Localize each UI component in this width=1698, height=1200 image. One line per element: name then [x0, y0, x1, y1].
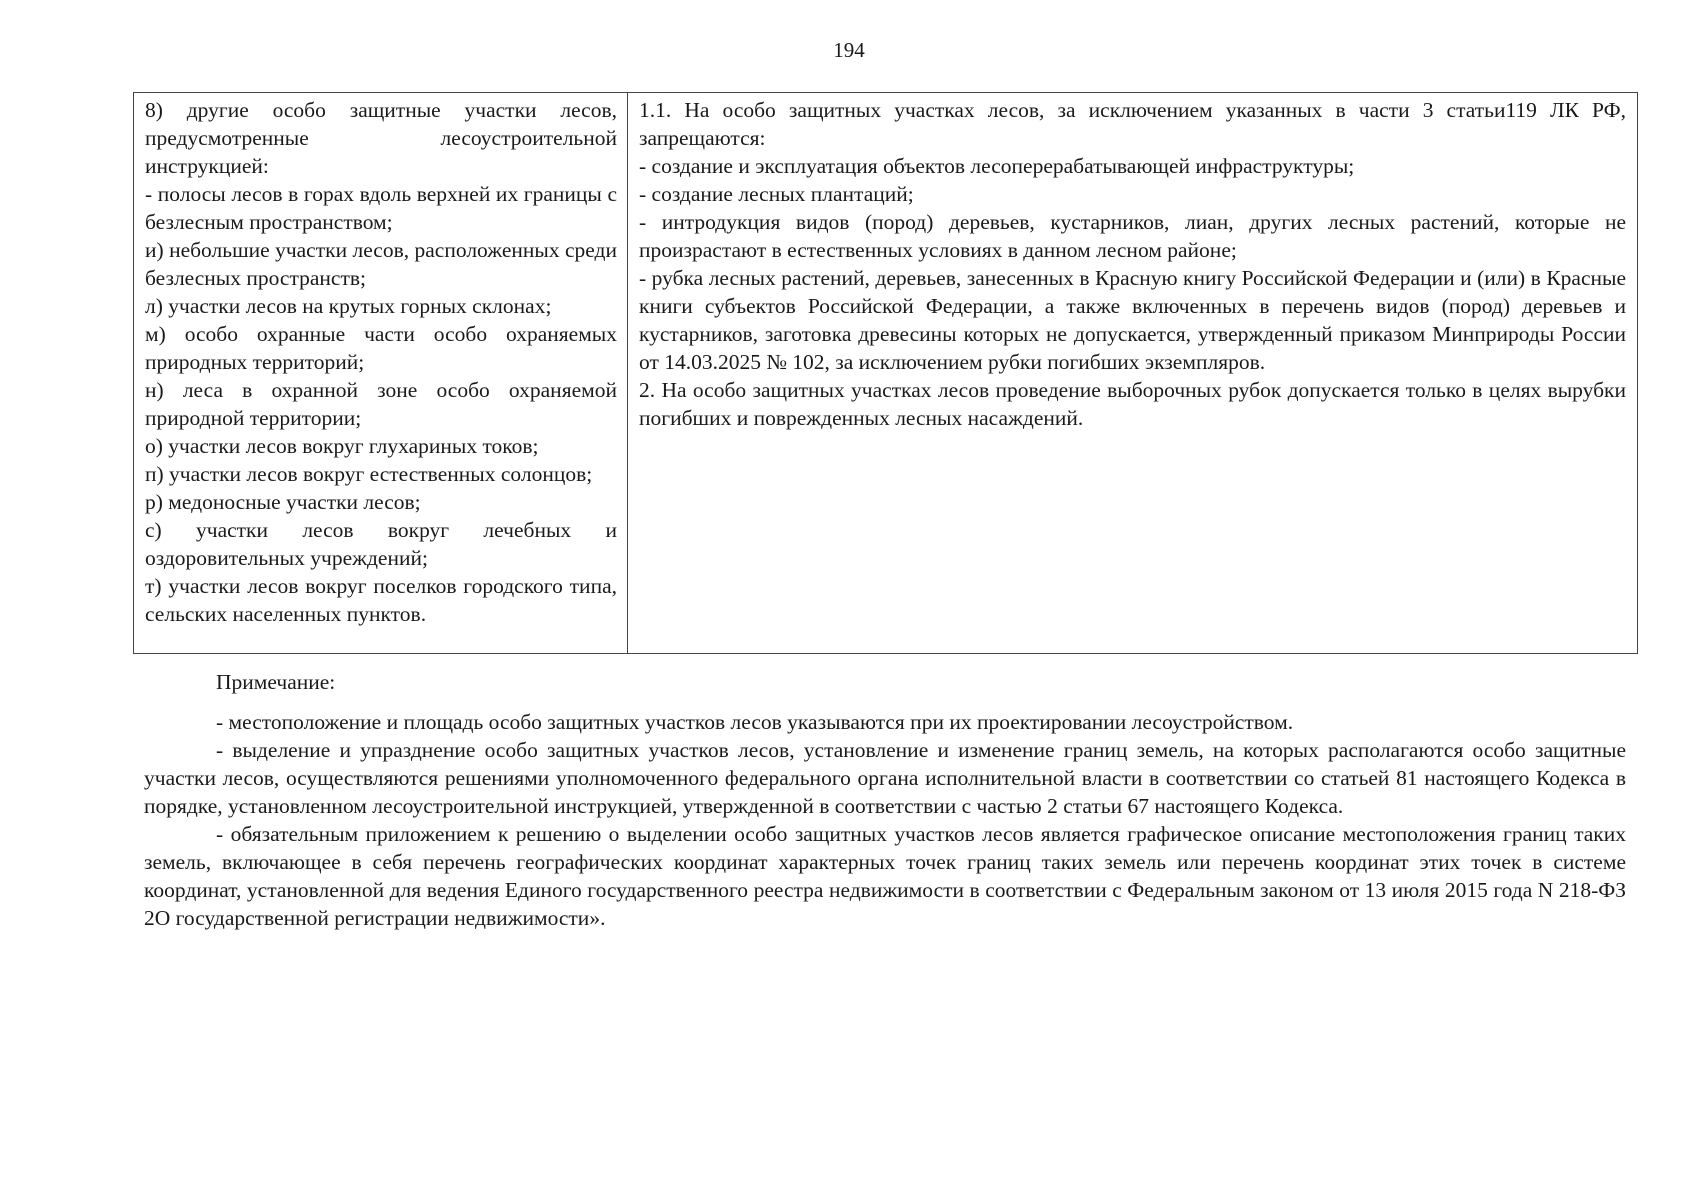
- note-title: Примечание:: [216, 670, 336, 694]
- list-item: - полосы лесов в горах вдоль верхней их границы с безлесным пространством;: [145, 182, 617, 234]
- list-item: 1.1. На особо защитных участках лесов, за исключением указанных в части 3 статьи119 ЛК РФ, запрещаются:: [639, 98, 1626, 150]
- list-item: - создание лесных плантаций;: [639, 182, 914, 206]
- list-item: п) участки лесов вокруг естественных солонцов;: [145, 462, 593, 486]
- list-item: м) особо охранные части особо охраняемых природных территорий;: [145, 322, 617, 374]
- list-item: с) участки лесов вокруг лечебных и оздоровительных учреждений;: [145, 518, 617, 570]
- note-section: [144, 668, 1626, 932]
- list-item: р) медоносные участки лесов;: [145, 490, 421, 514]
- list-item: и) небольшие участки лесов, расположенных среди безлесных пространств;: [145, 238, 617, 290]
- list-item: - рубка лесных растений, деревьев, занесенных в Красную книгу Российской Федерации и (или) в Красные книги субъектов Российской Федерации, а также включенных в перечень видов (пород) деревьев и кустарников, заготовка древесины которых не допускается, утвержденный приказом Минприроды России от 14.03.2025 № 102, за исключением рубки погибших экземпляров.: [639, 266, 1626, 374]
- list-item: 8) другие особо защитные участки лесов, предусмотренные лесоустроительной инструкцией:: [145, 98, 617, 178]
- list-item: - интродукция видов (пород) деревьев, кустарников, лиан, других лесных растений, которые не произрастают в естественных условиях в данном лесном районе;: [639, 210, 1626, 262]
- protected-areas-list-cell: [134, 93, 628, 654]
- list-item: 2. На особо защитных участках лесов проведение выборочных рубок допускается только в целях вырубки погибших и поврежденных лесных насаждений.: [639, 378, 1626, 430]
- note-paragraph: - обязательным приложением к решению о выделении особо защитных участков лесов является графическое описание местоположения границ таких земель, включающее в себя перечень географических координат характерных точек границ таких земель или перечень координат этих точек в системе координат, установленной для ведения Единого государственного реестра недвижимости в соответствии с Федеральным законом от 13 июля 2015 года N 218-ФЗ 2О государственной регистрации недвижимости».: [144, 822, 1626, 930]
- restrictions-cell: [628, 93, 1638, 654]
- list-item: л) участки лесов на крутых горных склонах;: [145, 294, 552, 318]
- list-item: о) участки лесов вокруг глухариных токов;: [145, 434, 539, 458]
- note-paragraph: - местоположение и площадь особо защитных участков лесов указываются при их проектировании лесоустройством.: [216, 710, 1294, 734]
- list-item: н) леса в охранной зоне особо охраняемой природной территории;: [145, 378, 617, 430]
- note-paragraph: - выделение и упразднение особо защитных участков лесов, установление и изменение границ земель, на которых располагаются особо защитные участки лесов, осуществляются решениями уполномоченного федерального органа исполнительной власти в соответствии со статьей 81 настоящего Кодекса в порядке, установленном лесоустроительной инструкцией, утвержденной в соответствии с частью 2 статьи 67 настоящего Кодекса.: [144, 738, 1626, 818]
- list-item: т) участки лесов вокруг поселков городского типа, сельских населенных пунктов.: [145, 574, 617, 626]
- table-row: [134, 93, 1638, 654]
- restrictions-table: [133, 92, 1638, 654]
- list-item: - создание и эксплуатация объектов лесоперерабатывающей инфраструктуры;: [639, 154, 1355, 178]
- page-number: 194: [833, 38, 865, 62]
